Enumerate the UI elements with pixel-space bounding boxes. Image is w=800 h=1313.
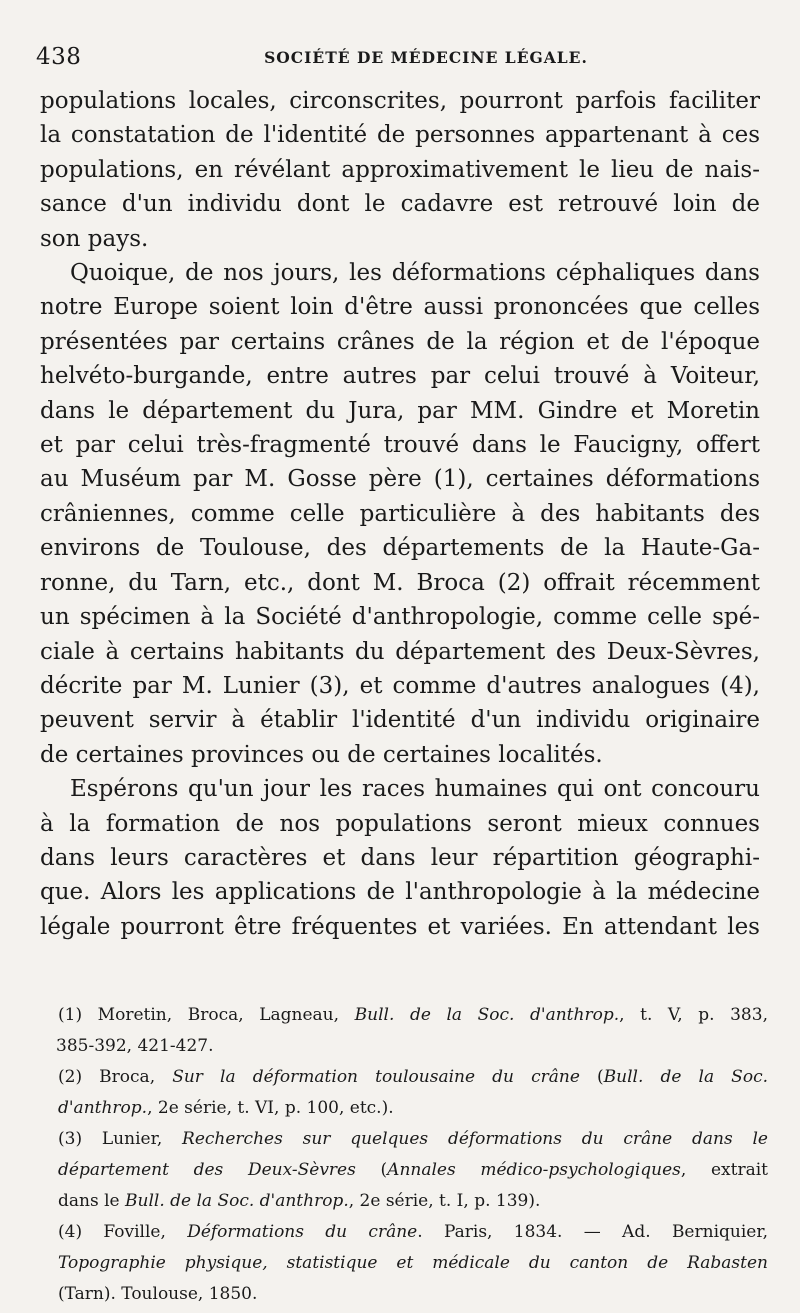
text-line: un spécimen à la Société d'anthropologie, comme celle spé- <box>40 604 760 631</box>
text-line: crâniennes, comme celle particulière à des habitants des <box>40 500 760 527</box>
footnote-line <box>58 1000 768 1031</box>
footnotes <box>58 1000 768 1310</box>
text-line: que. Alors les applications de l'anthropologie à la médecine <box>40 879 760 906</box>
footnote-4 <box>58 1217 768 1310</box>
text-line: populations locales, circonscrites, pourront parfois faciliter <box>40 88 760 114</box>
text-line: son pays. <box>40 225 149 252</box>
footnote-text: dans le <box>58 1191 125 1211</box>
paragraph-3 <box>40 772 760 944</box>
footnote-line <box>58 1124 768 1155</box>
footnote-italic: Sur la déformation toulousaine du crâne <box>172 1067 580 1087</box>
text-line: ciale à certains habitants du département des Deux-Sèvres, <box>40 638 760 665</box>
footnote-line: 385-392, 421-427. <box>56 1036 214 1056</box>
text-line: dans leurs caractères et dans leur répartition géographi- <box>40 844 760 871</box>
footnote-text: (3) Lunier, <box>58 1129 183 1149</box>
text-line: environs de Toulouse, des départements de la Haute-Ga- <box>40 535 760 562</box>
footnote-text: ( <box>355 1160 388 1180</box>
paragraph-2 <box>40 256 760 772</box>
text-line: Quoique, de nos jours, les déformations céphaliques dans <box>70 260 760 287</box>
footnote-text: , t. V, p. 383, <box>619 1005 768 1025</box>
text-line: la constatation de l'identité de personnes appartenant à ces <box>40 122 760 149</box>
footnote-italic: Bull. de la Soc. d'anthrop. <box>354 1005 620 1025</box>
text-line: dans le département du Jura, par MM. Gindre et Moretin <box>40 397 760 424</box>
footnote-line <box>58 1217 768 1248</box>
text-line: notre Europe soient loin d'être aussi prononcées que celles <box>40 294 760 321</box>
footnote-line <box>58 1248 768 1279</box>
footnote-line <box>58 1062 768 1093</box>
footnote-italic: Topographie physique, statistique et médicale du canton de Rabasten <box>58 1253 768 1273</box>
text-line: décrite par M. Lunier (3), et comme d'autres analogues (4), <box>40 672 760 699</box>
text-line: ronne, du Tarn, etc., dont M. Broca (2) offrait récemment <box>40 569 760 596</box>
footnote-text: ( <box>579 1067 604 1087</box>
footnote-line: (Tarn). Toulouse, 1850. <box>58 1284 258 1304</box>
footnote-line <box>58 1186 768 1217</box>
footnote-text: , 2e série, t. VI, p. 100, etc.). <box>147 1098 394 1118</box>
footnote-3 <box>58 1124 768 1217</box>
footnote-line <box>58 1093 768 1124</box>
text-line: helvéto-burgande, entre autres par celui trouvé à Voiteur, <box>40 363 760 390</box>
text-line: peuvent servir à établir l'identité d'un individu originaire <box>40 707 760 734</box>
text-line: à la formation de nos populations seront mieux connues <box>40 810 760 837</box>
footnote-italic: Annales médico-psychologiques <box>387 1160 681 1180</box>
footnote-text: (1) Moretin, Broca, Lagneau, <box>58 1005 355 1025</box>
footnote-1 <box>58 1000 768 1062</box>
footnote-italic: d'anthrop. <box>58 1098 148 1118</box>
footnote-italic: département des Deux-Sèvres <box>58 1160 356 1180</box>
footnote-italic: Déformations du crâne <box>187 1222 418 1242</box>
footnote-line <box>58 1155 768 1186</box>
paragraph-1 <box>40 84 760 256</box>
running-head: SOCIÉTÉ DE MÉDECINE LÉGALE. <box>264 48 588 67</box>
text-line: populations, en révélant approximativement le lieu de nais- <box>40 156 760 183</box>
footnote-text: , 2e série, t. I, p. 139). <box>348 1191 541 1211</box>
text-line: légale pourront être fréquentes et variées. En attendant les <box>40 913 760 940</box>
footnote-text: (2) Broca, <box>58 1067 173 1087</box>
text-line: Espérons qu'un jour les races humaines qui ont concouru <box>70 776 760 803</box>
page-header <box>36 44 760 76</box>
footnote-text: . Paris, 1834. — Ad. Berniquier, <box>417 1222 768 1242</box>
footnote-text: , extrait <box>680 1160 768 1180</box>
footnote-2 <box>58 1062 768 1124</box>
footnote-italic: Bull. de la Soc. <box>603 1067 768 1087</box>
footnote-italic: Recherches sur quelques déformations du crâne dans le <box>182 1129 768 1149</box>
footnote-italic: Bull. de la Soc. d'anthrop. <box>125 1191 349 1211</box>
footnote-text: (4) Foville, <box>58 1222 188 1242</box>
text-line: présentées par certains crânes de la région et de l'époque <box>40 328 760 355</box>
text-line: au Muséum par M. Gosse père (1), certaines déformations <box>40 466 760 493</box>
page-number: 438 <box>36 44 82 70</box>
text-line: et par celui très-fragmenté trouvé dans le Faucigny, offert <box>40 432 760 459</box>
body-text <box>40 84 760 944</box>
text-line: de certaines provinces ou de certaines localités. <box>40 741 603 768</box>
text-line: sance d'un individu dont le cadavre est retrouvé loin de <box>40 191 760 218</box>
